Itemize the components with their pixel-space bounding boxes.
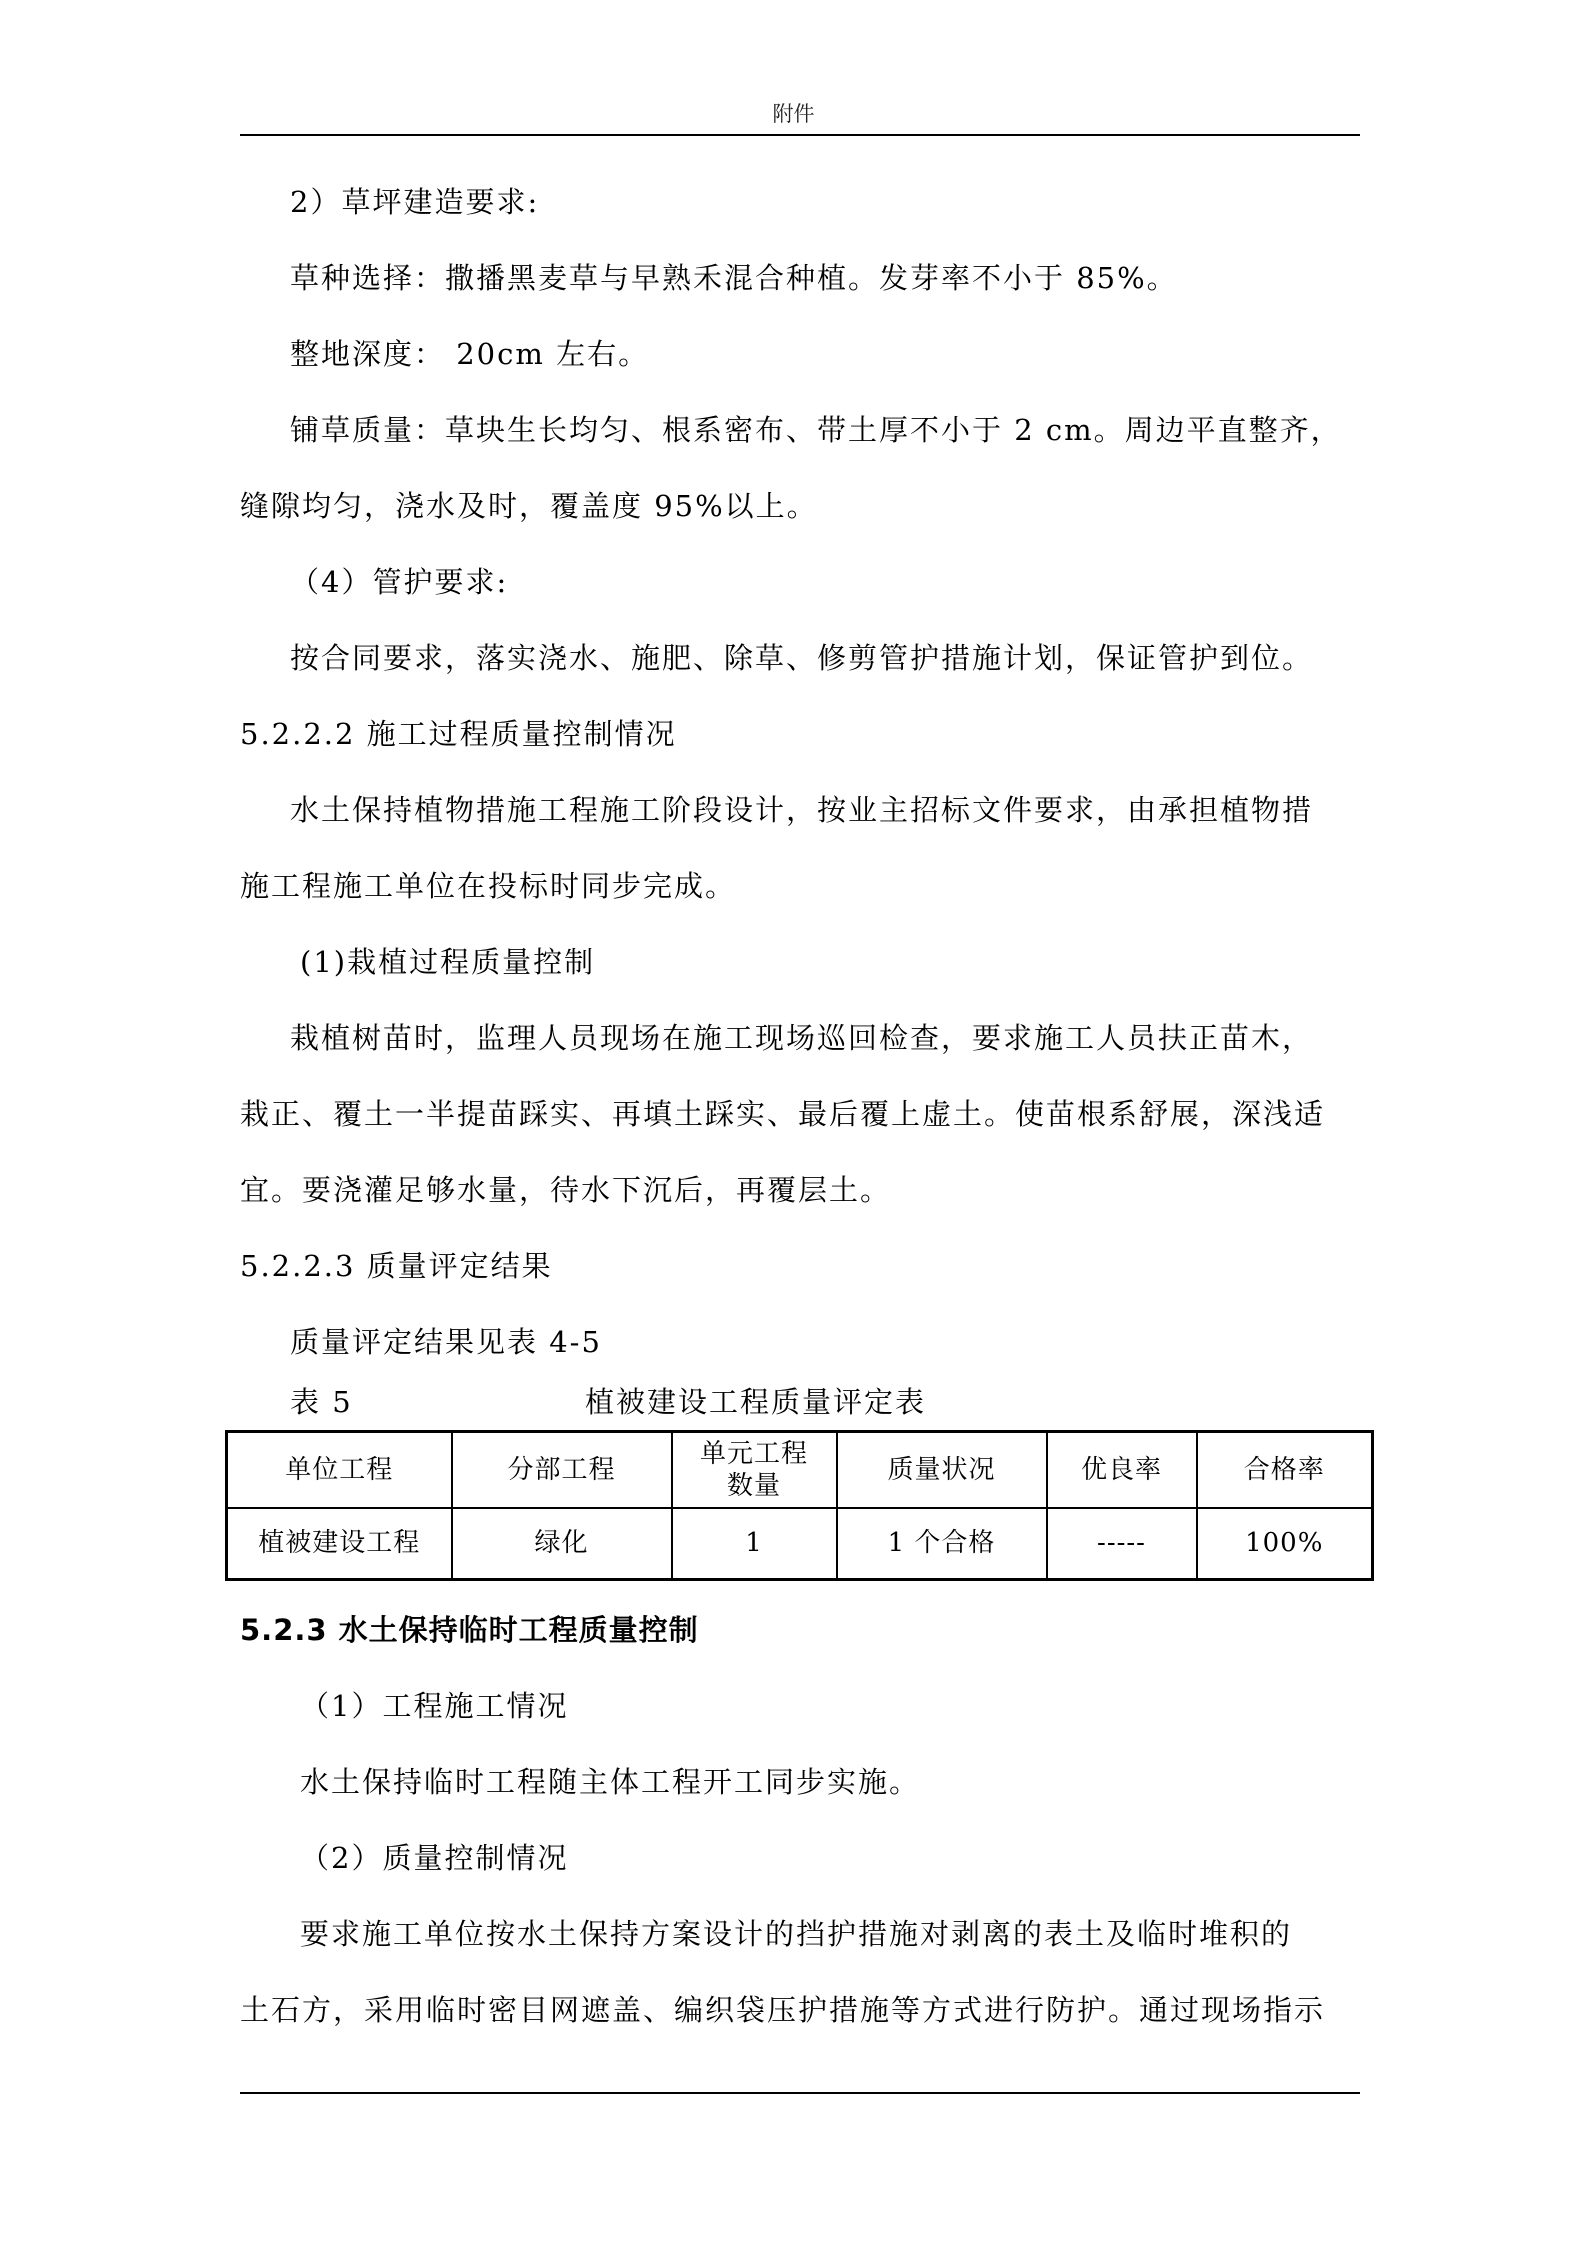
paragraph: （2）质量控制情况 bbox=[300, 1841, 569, 1875]
section-heading: 5.2.3 水土保持临时工程质量控制 bbox=[240, 1613, 699, 1647]
table-cell: ----- bbox=[1047, 1508, 1197, 1580]
paragraph: （1）工程施工情况 bbox=[300, 1689, 569, 1723]
table-cell: 1 bbox=[672, 1508, 837, 1580]
table-label: 表 5 bbox=[290, 1385, 353, 1419]
paragraph: (1)栽植过程质量控制 bbox=[300, 945, 596, 979]
paragraph: 水土保持临时工程随主体工程开工同步实施。 bbox=[300, 1765, 921, 1799]
section-heading: 5.2.2.3 质量评定结果 bbox=[240, 1249, 553, 1283]
paragraph: 按合同要求，落实浇水、施肥、除草、修剪管护措施计划，保证管护到位。 bbox=[290, 641, 1314, 675]
quality-table bbox=[225, 1430, 1374, 1581]
table-cell: 100% bbox=[1197, 1508, 1373, 1580]
paragraph: 栽正、覆土一半提苗踩实、再填土踩实、最后覆上虚土。使苗根系舒展，深浅适 bbox=[240, 1097, 1326, 1131]
paragraph: 草种选择：撒播黑麦草与早熟禾混合种植。发芽率不小于 85%。 bbox=[290, 261, 1178, 295]
paragraph: 土石方，采用临时密目网遮盖、编织袋压护措施等方式进行防护。通过现场指示 bbox=[240, 1993, 1326, 2027]
paragraph: 整地深度： 20cm 左右。 bbox=[290, 337, 650, 371]
paragraph: 质量评定结果见表 4-5 bbox=[290, 1325, 602, 1359]
section-heading: 5.2.2.2 施工过程质量控制情况 bbox=[240, 717, 677, 751]
paragraph: 宜。要浇灌足够水量，待水下沉后，再覆层土。 bbox=[240, 1173, 892, 1207]
table-header-cell: 合格率 bbox=[1197, 1432, 1373, 1508]
table-row bbox=[227, 1508, 1373, 1580]
table-cell: 1 个合格 bbox=[837, 1508, 1047, 1580]
table-header-cell: 质量状况 bbox=[837, 1432, 1047, 1508]
table-header-cell: 优良率 bbox=[1047, 1432, 1197, 1508]
paragraph: 2）草坪建造要求: bbox=[290, 185, 540, 219]
table-title: 植被建设工程质量评定表 bbox=[585, 1385, 927, 1419]
table-cell: 植被建设工程 bbox=[227, 1508, 452, 1580]
table-header-row bbox=[227, 1432, 1373, 1508]
page-header: 附件 bbox=[772, 102, 815, 126]
paragraph: 要求施工单位按水土保持方案设计的挡护措施对剥离的表土及临时堆积的 bbox=[300, 1917, 1293, 1951]
table-header-cell: 单元工程 数量 bbox=[672, 1432, 837, 1508]
paragraph: 水土保持植物措施工程施工阶段设计，按业主招标文件要求，由承担植物措 bbox=[290, 793, 1314, 827]
table-header-cell: 分部工程 bbox=[452, 1432, 672, 1508]
paragraph: 施工程施工单位在投标时同步完成。 bbox=[240, 869, 737, 903]
footer-rule bbox=[240, 2092, 1360, 2094]
paragraph: 铺草质量：草块生长均匀、根系密布、带土厚不小于 2 cm。周边平直整齐， bbox=[290, 413, 1342, 447]
paragraph: 缝隙均匀，浇水及时，覆盖度 95%以上。 bbox=[240, 489, 818, 523]
table-header-cell: 单位工程 bbox=[227, 1432, 452, 1508]
table-cell: 绿化 bbox=[452, 1508, 672, 1580]
header-rule bbox=[240, 134, 1360, 136]
paragraph: （4）管护要求: bbox=[290, 565, 509, 599]
paragraph: 栽植树苗时，监理人员现场在施工现场巡回检查，要求施工人员扶正苗木， bbox=[290, 1021, 1314, 1055]
